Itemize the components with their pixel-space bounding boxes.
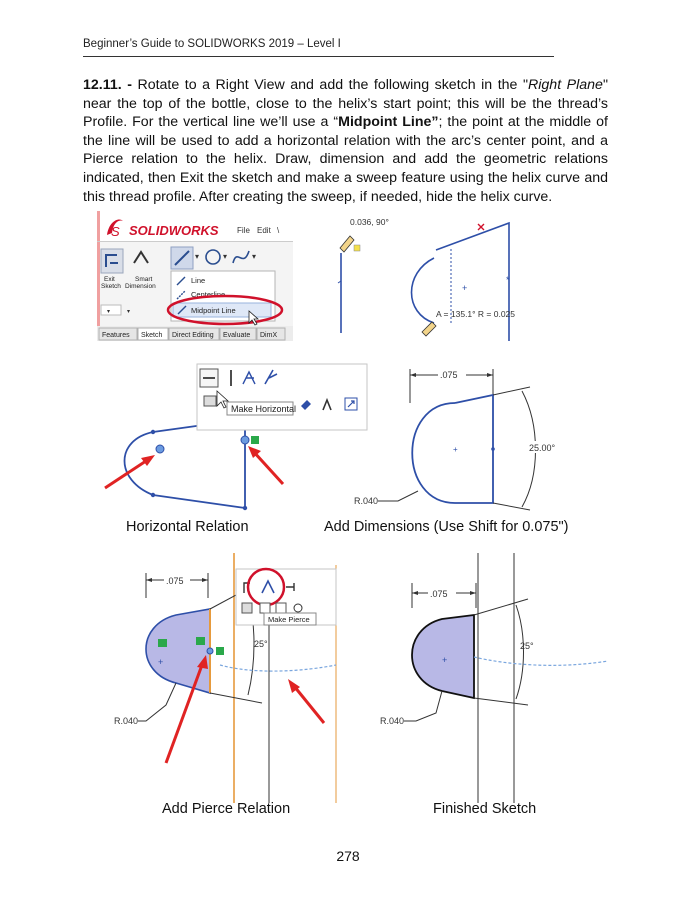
chevron-down-icon: ▾ <box>195 252 200 261</box>
svg-text:+: + <box>158 657 164 667</box>
profile-arc <box>412 258 435 323</box>
dimension-width: .075 <box>440 370 458 380</box>
display-icon[interactable] <box>242 603 252 613</box>
midpoint-relation-icon <box>216 647 224 655</box>
dropdown-line[interactable]: Line <box>191 276 206 285</box>
plane-name: Right Plane <box>528 77 603 93</box>
line-midpoint <box>207 648 213 654</box>
profile-arc <box>412 403 455 503</box>
tab-label: Direct Editing <box>172 332 214 339</box>
exit-sketch-button[interactable] <box>101 249 123 290</box>
red-arrow <box>253 451 283 484</box>
tool-name: Midpoint Line” <box>338 114 439 131</box>
svg-text:S: S <box>111 224 120 239</box>
dimension-radius: R.040 <box>354 496 379 506</box>
relation-icon[interactable] <box>260 603 270 613</box>
red-arrow <box>105 459 149 488</box>
profile-lines <box>436 223 509 341</box>
step-number: 12.11. - <box>83 77 132 93</box>
menu-file[interactable]: File <box>237 226 250 235</box>
pencil-cursor-icon <box>422 322 436 336</box>
dimension-angle: 25.00° <box>529 443 556 453</box>
caption-pierce: Add Pierce Relation <box>162 801 291 817</box>
finished-sketch-figure <box>380 553 608 817</box>
relation-icon[interactable] <box>276 603 286 613</box>
profile-region <box>146 609 210 693</box>
profile-lines <box>455 395 493 503</box>
smart-dim-label-1: Smart <box>135 276 153 283</box>
toolbar-screenshot <box>97 211 293 341</box>
dimension-width: .075 <box>166 576 184 586</box>
caption-dimensions: Add Dimensions (Use Shift for 0.075") <box>324 519 569 535</box>
arc-center-point <box>156 445 164 453</box>
dimensions-figure <box>324 365 600 535</box>
dropdown-midpoint[interactable]: Midpoint Line <box>191 306 236 315</box>
dimension-width: .075 <box>430 589 448 599</box>
pencil-cursor-icon <box>340 236 354 252</box>
tab-label: Sketch <box>141 332 163 339</box>
dimension-angle: 25° <box>254 639 268 649</box>
step-text-3: ; the point at the middle of the line will be used to add a horizontal relation with the arc’s center point, and a Pierce relation to the helix. Draw, dimension and add the geometric relations indicated, then Exit the sketch and make a sweep feature using the helix curve and this thread profile. After creating the sweep, if needed, hide the helix curve. <box>83 114 608 205</box>
profile-arc <box>125 422 226 495</box>
helix-curve <box>474 657 608 665</box>
chevron-down-icon: ▾ <box>127 309 131 315</box>
tooltip-text: Make Pierce <box>268 615 310 624</box>
menu-more[interactable]: \ <box>277 226 280 235</box>
chevron-down-icon: ▾ <box>107 309 111 315</box>
header-rule <box>83 56 554 57</box>
svg-text:+: + <box>453 445 458 454</box>
horizontal-relation-icon <box>158 639 167 647</box>
chevron-down-icon: ▾ <box>252 252 257 261</box>
running-header: Beginner’s Guide to SOLIDWORKS 2019 – Level I <box>83 38 341 50</box>
dimension-radius: R.040 <box>380 716 405 726</box>
line-midpoint <box>241 436 249 444</box>
cursor-readout-bottom: A = 135.1° R = 0.025 <box>436 309 516 319</box>
chevron-down-icon: ▾ <box>223 252 228 261</box>
coincident-icon <box>478 224 484 230</box>
logo-text: SOLIDWORKS <box>129 223 219 238</box>
pierce-relation-figure <box>114 553 336 817</box>
display-icon[interactable] <box>204 396 216 406</box>
midpoint-sketch-figure <box>318 213 558 343</box>
center-point: + <box>462 283 468 293</box>
profile-lines <box>153 420 245 508</box>
vertical-relation-icon <box>354 245 360 251</box>
horizontal-relation-icon <box>196 637 205 645</box>
tab-label: Evaluate <box>223 332 251 339</box>
smart-dim-label-2: Dimension <box>125 283 156 290</box>
midpoint-marker: * <box>506 275 510 285</box>
step-paragraph <box>83 76 608 206</box>
page-number: 278 <box>336 848 360 864</box>
small-select[interactable] <box>101 305 121 315</box>
cursor-readout-top: 0.036, 90° <box>350 217 389 227</box>
step-text-2: " near the top of the bottle, close to the helix’s start point; this will be the thread’s Profile. For the vertical line we’ll use a “ <box>83 77 608 131</box>
dropdown-centerline[interactable]: Centerline <box>191 290 226 299</box>
svg-text:+: + <box>442 655 448 665</box>
exit-sketch-label-1: Exit <box>104 276 115 283</box>
dimension-radius: R.040 <box>114 716 139 726</box>
dimension-angle: 25° <box>520 641 534 651</box>
step-text-1: Rotate to a Right View and add the following sketch in the " <box>131 77 529 93</box>
caption-finished: Finished Sketch <box>433 801 537 817</box>
exit-sketch-label-2: Sketch <box>101 283 121 290</box>
midpoint-relation-icon <box>251 436 259 444</box>
toolbar-drawing <box>97 211 293 341</box>
menu-edit[interactable]: Edit <box>257 226 271 235</box>
tab-label: DimX <box>260 332 278 339</box>
caption-horizontal: Horizontal Relation <box>126 519 249 535</box>
tab-label: Features <box>102 332 130 339</box>
tooltip-text: Make Horizontal <box>231 404 297 414</box>
command-tabs <box>99 328 285 340</box>
